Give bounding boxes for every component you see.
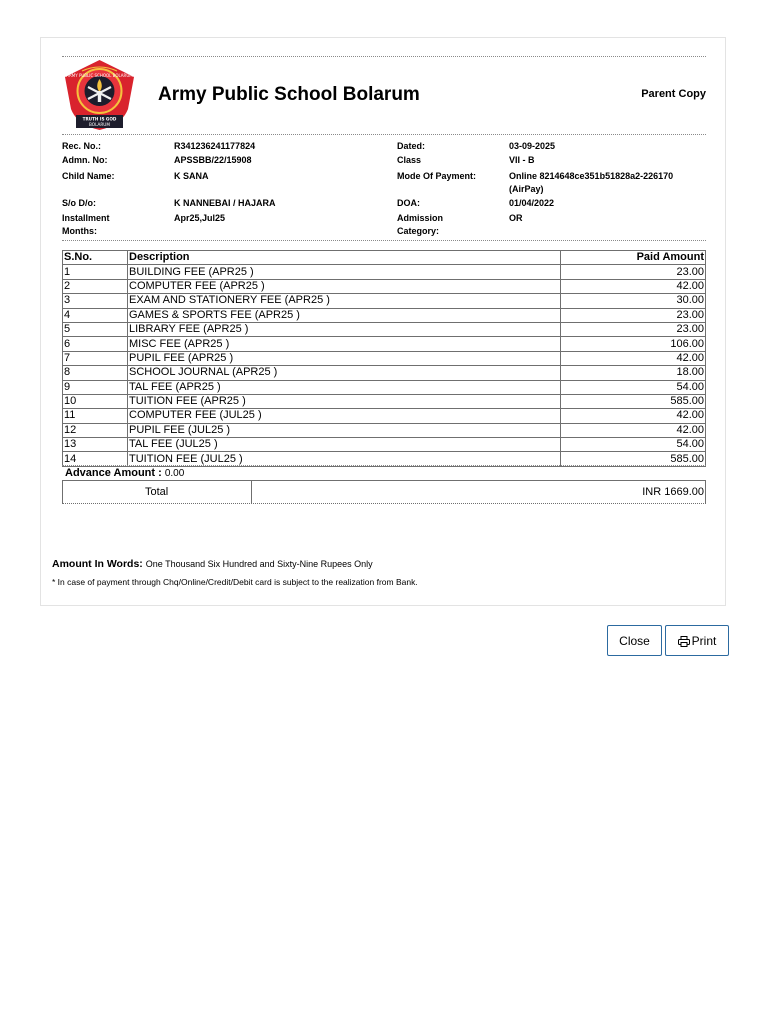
row-amount: 30.00 bbox=[561, 294, 706, 308]
amount-in-words-label: Amount In Words: bbox=[52, 558, 143, 570]
class-value: VII - B bbox=[509, 155, 535, 165]
row-description: BUILDING FEE (APR25 ) bbox=[128, 265, 561, 279]
table-bottom-divider bbox=[62, 465, 706, 466]
row-description: MISC FEE (APR25 ) bbox=[128, 337, 561, 351]
amount-in-words-value: One Thousand Six Hundred and Sixty-Nine Rupees Only bbox=[145, 559, 373, 569]
row-amount: 18.00 bbox=[561, 366, 706, 380]
row-sno: 13 bbox=[63, 438, 128, 452]
admn-no-label: Admn. No: bbox=[62, 155, 108, 165]
advance-amount bbox=[65, 467, 184, 479]
row-sno: 11 bbox=[63, 409, 128, 423]
table-row bbox=[63, 394, 706, 408]
admission-category-label: Admission Category: bbox=[397, 213, 444, 236]
description-header: Description bbox=[128, 251, 561, 265]
table-row bbox=[63, 294, 706, 308]
svg-text:BOLARUM: BOLARUM bbox=[89, 122, 110, 127]
top-divider bbox=[62, 56, 706, 57]
installment-label: Installment Months: bbox=[62, 213, 110, 236]
table-row bbox=[63, 351, 706, 365]
installment-value: Apr25,Jul25 bbox=[174, 213, 226, 223]
svg-text:TRUTH IS GOD: TRUTH IS GOD bbox=[82, 116, 117, 122]
advance-amount-label: Advance Amount : bbox=[65, 467, 162, 479]
payment-mode-value: Online 8214648ce351b51828a2-226170 (AirPay) bbox=[509, 171, 674, 194]
row-description: SCHOOL JOURNAL (APR25 ) bbox=[128, 366, 561, 380]
advance-amount-value: 0.00 bbox=[164, 468, 185, 479]
total-divider bbox=[251, 481, 252, 503]
dated-label: Dated: bbox=[397, 141, 426, 151]
row-description: TAL FEE (APR25 ) bbox=[128, 380, 561, 394]
row-description: PUPIL FEE (APR25 ) bbox=[128, 351, 561, 365]
row-description: PUPIL FEE (JUL25 ) bbox=[128, 423, 561, 437]
row-sno: 3 bbox=[63, 294, 128, 308]
row-sno: 8 bbox=[63, 366, 128, 380]
row-sno: 14 bbox=[63, 452, 128, 466]
amount-in-words bbox=[52, 558, 373, 570]
row-description: TAL FEE (JUL25 ) bbox=[128, 438, 561, 452]
row-amount: 106.00 bbox=[561, 337, 706, 351]
child-name-label: Child Name: bbox=[62, 171, 115, 181]
payment-note: * In case of payment through Chq/Online/Credit/Debit card is subject to the realization from Bank. bbox=[52, 577, 418, 587]
amount-header: Paid Amount bbox=[561, 251, 706, 265]
row-amount: 54.00 bbox=[561, 438, 706, 452]
row-sno: 4 bbox=[63, 308, 128, 322]
svg-text:ARMY PUBLIC SCHOOL BOLARUM: ARMY PUBLIC SCHOOL BOLARUM bbox=[66, 73, 133, 78]
row-description: TUITION FEE (APR25 ) bbox=[128, 394, 561, 408]
doa-label: DOA: bbox=[397, 198, 420, 208]
header-divider bbox=[62, 134, 706, 135]
parent-label: S/o D/o: bbox=[62, 198, 96, 208]
row-sno: 12 bbox=[63, 423, 128, 437]
row-description: COMPUTER FEE (JUL25 ) bbox=[128, 409, 561, 423]
table-row bbox=[63, 438, 706, 452]
table-row bbox=[63, 423, 706, 437]
row-amount: 42.00 bbox=[561, 351, 706, 365]
row-description: LIBRARY FEE (APR25 ) bbox=[128, 322, 561, 336]
fee-table-header bbox=[63, 251, 706, 265]
class-label: Class bbox=[397, 155, 422, 165]
row-amount: 585.00 bbox=[561, 452, 706, 466]
row-description: EXAM AND STATIONERY FEE (APR25 ) bbox=[128, 294, 561, 308]
print-button[interactable] bbox=[665, 625, 729, 656]
fee-table bbox=[62, 250, 706, 467]
row-sno: 1 bbox=[63, 265, 128, 279]
doa-value: 01/04/2022 bbox=[509, 198, 555, 208]
printer-icon bbox=[678, 636, 690, 647]
close-button[interactable]: Close bbox=[607, 625, 662, 656]
row-description: COMPUTER FEE (APR25 ) bbox=[128, 279, 561, 293]
row-amount: 54.00 bbox=[561, 380, 706, 394]
table-row bbox=[63, 366, 706, 380]
parent-value: K NANNEBAI / HAJARA bbox=[174, 198, 276, 208]
school-crest-icon bbox=[62, 59, 137, 131]
row-sno: 5 bbox=[63, 322, 128, 336]
row-amount: 23.00 bbox=[561, 308, 706, 322]
row-amount: 42.00 bbox=[561, 279, 706, 293]
row-amount: 23.00 bbox=[561, 265, 706, 279]
total-value: INR 1669.00 bbox=[642, 486, 704, 498]
admn-no-value: APSSBB/22/15908 bbox=[174, 155, 252, 165]
child-name-value: K SANA bbox=[174, 171, 209, 181]
total-label: Total bbox=[145, 486, 169, 498]
rec-no-value: R341236241177824 bbox=[174, 141, 256, 151]
table-row bbox=[63, 265, 706, 279]
row-amount: 585.00 bbox=[561, 394, 706, 408]
table-row bbox=[63, 308, 706, 322]
admission-category-value: OR bbox=[509, 213, 523, 223]
sno-header: S.No. bbox=[63, 251, 128, 265]
row-amount: 23.00 bbox=[561, 322, 706, 336]
row-sno: 9 bbox=[63, 380, 128, 394]
table-row bbox=[63, 380, 706, 394]
payment-mode-label: Mode Of Payment: bbox=[397, 171, 477, 181]
row-sno: 7 bbox=[63, 351, 128, 365]
rec-no-label: Rec. No.: bbox=[62, 141, 102, 151]
row-amount: 42.00 bbox=[561, 423, 706, 437]
copy-type-label: Parent Copy bbox=[641, 88, 706, 100]
row-amount: 42.00 bbox=[561, 409, 706, 423]
row-sno: 10 bbox=[63, 394, 128, 408]
dated-value: 03-09-2025 bbox=[509, 141, 556, 151]
row-sno: 6 bbox=[63, 337, 128, 351]
table-row bbox=[63, 409, 706, 423]
row-description: TUITION FEE (JUL25 ) bbox=[128, 452, 561, 466]
table-row bbox=[63, 322, 706, 336]
info-divider bbox=[62, 240, 706, 241]
total-row bbox=[62, 480, 706, 504]
print-button-label: Print bbox=[691, 633, 717, 648]
table-row bbox=[63, 279, 706, 293]
row-sno: 2 bbox=[63, 279, 128, 293]
row-description: GAMES & SPORTS FEE (APR25 ) bbox=[128, 308, 561, 322]
school-name: Army Public School Bolarum bbox=[158, 84, 420, 105]
table-row bbox=[63, 337, 706, 351]
